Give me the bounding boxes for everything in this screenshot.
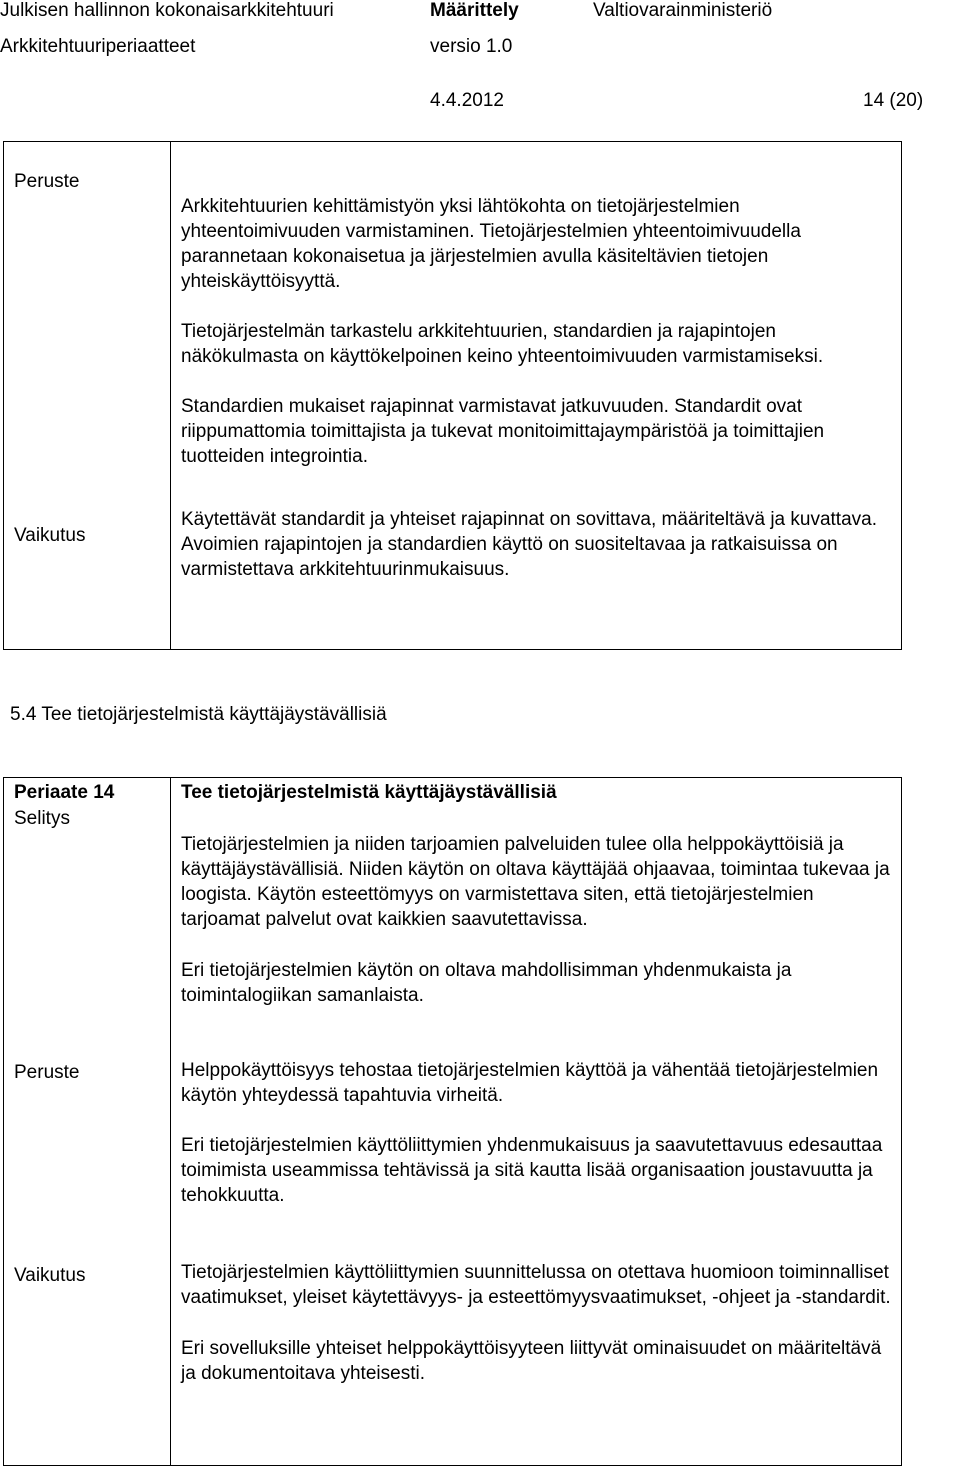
paragraph: Tietojärjestelmän tarkastelu arkkitehtuurien, standardien ja rajapintojen näkökulmasta on käyttökelpoinen keino yhteentoimivuuden varmistamiseksi. xyxy=(181,321,824,367)
label-column xyxy=(4,142,171,650)
header-version: versio 1.0 xyxy=(430,36,513,57)
header-date: 4.4.2012 xyxy=(430,90,504,111)
label-peruste: Peruste xyxy=(14,1062,80,1083)
paragraph: Helppokäyttöisyys tehostaa tietojärjestelmien käyttöä ja vähentää tietojärjestelmien käytön yhteydessä tapahtuvia virheitä. xyxy=(181,1060,879,1106)
header-page-number: 14 (20) xyxy=(863,90,924,111)
label-selitys: Selitys xyxy=(14,808,70,829)
header-doc-title: Arkkitehtuuriperiaatteet xyxy=(0,36,196,57)
header-ministry: Valtiovarainministeriö xyxy=(593,0,773,21)
header-org: Julkisen hallinnon kokonaisarkkitehtuuri xyxy=(0,0,334,21)
paragraph: Eri tietojärjestelmien käytön on oltava mahdollisimman yhdenmukaista ja toimintalogiikan samanlaista. xyxy=(181,960,792,1006)
label-vaikutus: Vaikutus xyxy=(14,525,86,546)
principle-title: Tee tietojärjestelmistä käyttäjäystävällisiä xyxy=(181,782,557,803)
paragraph: Tietojärjestelmien käyttöliittymien suunnittelussa on otettava huomioon toiminnalliset vaatimukset, yleiset käytettävyys- ja esteettömyysvaatimukset, -ohjeet ja -standardit. xyxy=(181,1262,891,1308)
label-vaikutus: Vaikutus xyxy=(14,1265,86,1286)
text-column xyxy=(171,142,902,650)
principle-14-table xyxy=(3,777,902,1466)
label-column xyxy=(4,778,171,1466)
paragraph: Käytettävät standardit ja yhteiset rajapinnat on sovittava, määriteltävä ja kuvattava. Avoimien rajapintojen ja standardien käyttö on suositeltavaa ja ratkaisuissa on varmistettava arkkitehtuurinmukaisuus. xyxy=(181,509,877,580)
label-peruste: Peruste xyxy=(14,171,80,192)
paragraph: Tietojärjestelmien ja niiden tarjoamien palveluiden tulee olla helppokäyttöisiä ja käyttäjäystävällisiä. Niiden käytön on oltava käyttäjää ohjaavaa, toimintaa tukevaa ja loogista. Käytön esteettömyys on varmistettava siten, että tietojärjestelmien tarjoamat palvelut ovat kaikkien saavutettavissa. xyxy=(181,834,890,930)
header-doc-type: Määrittely xyxy=(430,0,519,21)
principle-table-continued xyxy=(3,141,902,650)
paragraph: Eri tietojärjestelmien käyttöliittymien yhdenmukaisuus ja saavutettavuus edesauttaa toimimista useammissa tehtävissä ja sitä kautta lisää organisaation joustavuutta ja tehokkuutta. xyxy=(181,1135,883,1206)
label-principle-number: Periaate 14 xyxy=(14,782,115,803)
section-title: 5.4 Tee tietojärjestelmistä käyttäjäystävällisiä xyxy=(10,704,387,725)
paragraph: Standardien mukaiset rajapinnat varmistavat jatkuvuuden. Standardit ovat riippumattomia toimittajista ja tukevat monitoimittajaympäristöä ja toimittajien tuotteiden integrointia. xyxy=(181,396,825,467)
text-column xyxy=(171,778,902,1466)
paragraph: Arkkitehtuurien kehittämistyön yksi lähtökohta on tietojärjestelmien yhteentoimivuuden varmistaminen. Tietojärjestelmien yhteentoimivuudella parannetaan kokonaisetua ja järjestelmien avulla käsiteltävien tietojen yhteiskäyttöisyyttä. xyxy=(181,196,801,292)
paragraph: Eri sovelluksille yhteiset helppokäyttöisyyteen liittyvät ominaisuudet on määriteltävä ja dokumentoitava yhteisesti. xyxy=(181,1338,882,1384)
